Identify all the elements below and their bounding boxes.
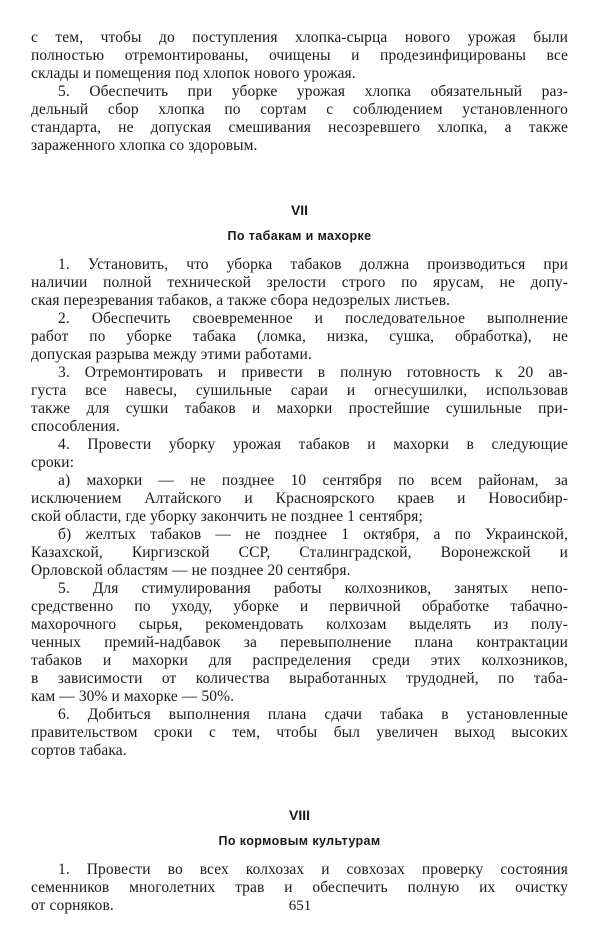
text-line: исключением Алтайского и Красноярского краев и Новосибир- (31, 490, 568, 507)
text-line: от сорняков. (31, 897, 114, 914)
text-line: правительством сроки с тем, чтобы был увеличен выход высоких (31, 724, 568, 741)
text-line: средственно по уходу, уборке и первичной обработке табачно- (31, 598, 568, 615)
text-line: сроки: (31, 454, 75, 471)
text-line: 6. Добиться выполнения плана сдачи табака в установленные (58, 706, 568, 723)
text-line: стандарта, не допуская смешивания несозревшего хлопка, а также (31, 119, 568, 136)
text-line: сортов табака. (31, 742, 127, 759)
text-line: а) махорки — не позднее 10 сентября по всем районам, за (58, 472, 568, 489)
text-line: дельный сбор хлопка по сортам с соблюдением установленного (31, 101, 568, 118)
paragraph (31, 706, 568, 760)
paragraph (31, 364, 568, 436)
document-page (31, 29, 568, 915)
text-line: 1. Установить, что уборка табаков должна производиться при (58, 256, 568, 273)
text-line: работ по уборке табака (ломка, низка, сушка, обработка), не (31, 328, 568, 345)
section (31, 29, 568, 155)
page-number: 651 (288, 898, 312, 914)
text-line: ченных премий-надбавок за перевыполнение плана контрактации (31, 634, 568, 651)
paragraph (31, 436, 568, 472)
text-line: 3. Отремонтировать и привести в полную готовность к 20 ав- (58, 364, 568, 381)
text-line: густа все навесы, сушильные сараи и огнесушилки, использовав (31, 382, 568, 399)
text-line: зараженного хлопка со здоровым. (31, 137, 258, 154)
text-line: Орловской областям — не позднее 20 сентября. (31, 562, 351, 579)
text-line: б) желтых табаков — не позднее 1 октября, а по Украинской, (58, 526, 568, 543)
text-line: табаков и махорки для распределения среди этих колхозников, (31, 652, 568, 669)
paragraph (31, 472, 568, 526)
text-line: полностью отремонтированы, очищены и продезинфицированы все (31, 47, 568, 64)
paragraph (31, 29, 568, 83)
text-line: в зависимости от количества выработанных трудодней, по таба- (31, 670, 568, 687)
text-line: также для сушки табаков и махорки простейшие сушильные при- (31, 400, 568, 417)
section (31, 201, 568, 760)
section-numeral: VIII (288, 807, 310, 823)
section-heading: По табакам и махорке (227, 229, 372, 243)
text-line: кам — 30% и махорке — 50%. (31, 688, 235, 705)
text-line: склады и помещения под хлопок нового урожая. (31, 65, 356, 82)
paragraph (31, 83, 568, 155)
text-line: способления. (31, 418, 120, 435)
section-numeral: VII (290, 202, 309, 218)
text-line: 1. Провести во всех колхозах и совхозах проверку состояния (58, 861, 568, 878)
text-line: Казахской, Киргизской ССР, Сталинградской, Воронежской и (31, 544, 568, 561)
text-line: семенников многолетних трав и обеспечить полную их очистку (31, 879, 568, 896)
text-line: 4. Провести уборку урожая табаков и махорки в следующие (58, 436, 568, 453)
text-line: 2. Обеспечить своевременное и последовательное выполнение (58, 310, 568, 327)
paragraph (31, 580, 568, 706)
paragraph (31, 526, 568, 580)
text-line: 5. Обеспечить при уборке урожая хлопка обязательный раз- (58, 83, 568, 100)
text-line: допуская разрыва между этими работами. (31, 346, 312, 363)
text-line: 5. Для стимулирования работы колхозников, занятых непо- (58, 580, 568, 597)
text-line: махорочного сырья, рекомендовать колхозам выделять из полу- (31, 616, 568, 633)
text-line: ская перезревания табаков, а также сбора недозрелых листьев. (31, 292, 451, 309)
text-line: ской области, где уборку закончить не позднее 1 сентября; (31, 508, 423, 525)
text-line: с тем, чтобы до поступления хлопка-сырца нового урожая были (31, 29, 568, 46)
paragraph (31, 310, 568, 364)
text-line: наличии полной технической зрелости строго по ярусам, не допу- (31, 274, 568, 291)
section-heading: По кормовым культурам (218, 834, 381, 848)
paragraph (31, 256, 568, 310)
